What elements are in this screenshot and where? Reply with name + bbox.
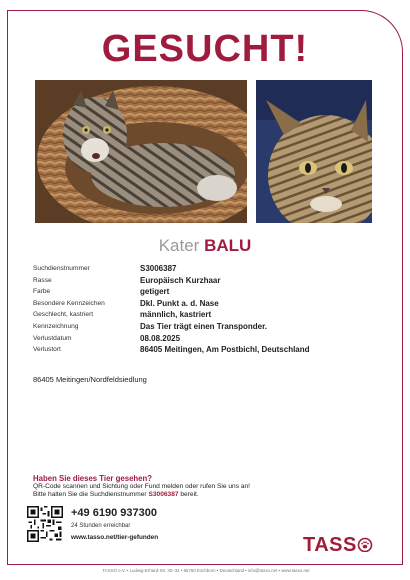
detail-label: Kennzeichnung: [33, 322, 79, 330]
footer-address: TASSO e.V. • Ludwig-Erhard-Str. 30–34 • 65760 Eschborn • Deutschland • info@tasso.net • www.tasso.net: [102, 568, 310, 573]
detail-row: [33, 346, 378, 358]
paw-icon: [357, 535, 373, 551]
detail-label: Geschlecht, kastriert: [33, 311, 94, 319]
detail-label: Rasse: [33, 276, 52, 284]
detail-value: getigert: [140, 287, 170, 297]
contact-hours: 24 Stunden erreichbar: [71, 523, 131, 529]
found-reference-suffix: bereit.: [178, 491, 199, 499]
detail-label: Verlustdatum: [33, 334, 72, 342]
detail-value: männlich, kastriert: [140, 310, 212, 320]
detail-row: [33, 323, 378, 335]
logo-text: TASS: [303, 534, 357, 556]
detail-label: Besondere Kennzeichen: [33, 299, 105, 307]
detail-value: 86405 Meitingen, Am Postbichl, Deutschland: [140, 345, 310, 355]
details-table: [33, 265, 378, 358]
extra-location: 86405 Meitingen/Nordfeldsiedlung: [33, 375, 147, 384]
detail-label: Verlustort: [33, 346, 61, 354]
contact-phone[interactable]: +49 6190 937300: [71, 507, 157, 519]
pet-kind: Kater: [158, 236, 200, 255]
found-reference: [33, 491, 250, 499]
detail-row: [33, 277, 378, 289]
qr-code[interactable]: [27, 506, 63, 542]
detail-value: S3006387: [140, 264, 177, 273]
cat-photo-basket: [35, 80, 247, 223]
found-instructions: QR-Code scannen und Sichtung oder Fund melden oder rufen Sie uns an!: [33, 483, 250, 490]
pet-name-line: [0, 236, 410, 256]
detail-label: Farbe: [33, 288, 51, 296]
poster-title: GESUCHT!: [101, 28, 309, 70]
found-reference-prefix: Bitte halten Sie die Suchdienstnummer: [33, 491, 149, 499]
tasso-logo: [303, 534, 373, 557]
found-section: [33, 474, 250, 499]
detail-value: Dkl. Punkt a. d. Nase: [140, 298, 219, 308]
pet-name: BALU: [204, 236, 252, 255]
cat-photo-closeup: [256, 80, 372, 223]
detail-value: Das Tier trägt einen Transponder.: [140, 321, 267, 331]
detail-value: Europäisch Kurzhaar: [140, 275, 221, 285]
detail-label: Suchdienstnummer: [33, 265, 90, 272]
found-question: Haben Sie dieses Tier gesehen?: [33, 474, 153, 483]
contact-url[interactable]: www.tasso.net/tier-gefunden: [71, 534, 159, 541]
found-reference-number: S3006387: [148, 491, 179, 499]
contact-block: [71, 507, 158, 541]
detail-value: 08.08.2025: [140, 333, 181, 343]
